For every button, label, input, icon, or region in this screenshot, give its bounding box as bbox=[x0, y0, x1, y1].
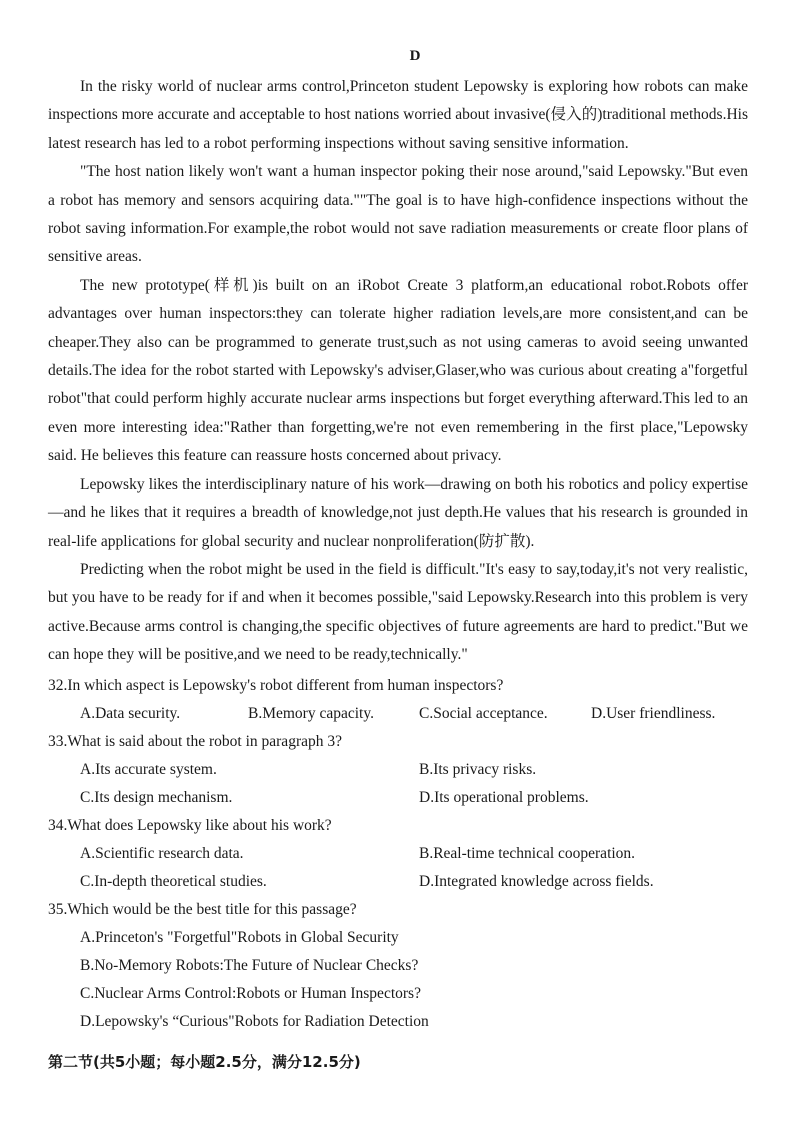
option-d[interactable]: D.Lepowsky's “Curious"Robots for Radiation Detection bbox=[80, 1013, 429, 1030]
question-32 bbox=[48, 672, 748, 728]
option-c[interactable]: C.In-depth theoretical studies. bbox=[80, 873, 267, 890]
passage-paragraph-1: In the risky world of nuclear arms control,Princeton student Lepowsky is exploring how robots can make inspections more accurate and acceptable to host nations worried about invasive(侵入的)traditional methods.His latest research has led to a robot performing inspections without saving sensitive information. bbox=[48, 78, 748, 152]
passage-paragraph-2: "The host nation likely won't want a human inspector poking their nose around,"said Lepowsky."But even a robot has memory and sensors acquiring data.""The goal is to have high-confidence inspections without the robot saving information.For example,the robot would not save radiation measurements or create floor plans of sensitive areas. bbox=[48, 163, 748, 266]
question-stem: 32.In which aspect is Lepowsky's robot different from human inspectors? bbox=[48, 677, 504, 694]
question-34 bbox=[48, 812, 748, 896]
question-stem: 33.What is said about the robot in paragraph 3? bbox=[48, 733, 342, 750]
passage-paragraph-5: Predicting when the robot might be used in the field is difficult."It's easy to say,today,it's not very realistic, but you have to be ready for if and when it becomes possible,"said Lepowsky.Research into this problem is very active.Because arms control is changing,the specific objectives of future agreements are hard to predict."But we can hope they will be positive,and we need to be ready,technically." bbox=[48, 560, 748, 664]
option-b[interactable]: B.Memory capacity. bbox=[248, 705, 374, 722]
passage-paragraph-4: Lepowsky likes the interdisciplinary nature of his work—drawing on both his robotics and policy expertise —and he likes that it requires a breadth of knowledge,not just depth.He values that his research is grounded in real-life applications for global security and nuclear nonproliferation(防扩散). bbox=[48, 475, 748, 550]
option-row bbox=[48, 868, 748, 896]
question-33 bbox=[48, 728, 748, 812]
section-two-heading: 第二节(共5小题；每小题2.5分，满分12.5分) bbox=[48, 1053, 361, 1071]
option-c[interactable]: C.Nuclear Arms Control:Robots or Human Inspectors? bbox=[80, 985, 421, 1002]
question-35 bbox=[48, 896, 748, 1036]
question-stem: 34.What does Lepowsky like about his work? bbox=[48, 817, 332, 834]
option-c[interactable]: C.Social acceptance. bbox=[419, 705, 548, 722]
section-letter: D bbox=[409, 48, 421, 64]
option-row bbox=[48, 700, 748, 728]
reading-passage bbox=[48, 73, 748, 670]
option-b[interactable]: B.No-Memory Robots:The Future of Nuclear Checks? bbox=[80, 957, 419, 974]
option-d[interactable]: D.Its operational problems. bbox=[419, 789, 589, 806]
question-stem: 35.Which would be the best title for this passage? bbox=[48, 901, 357, 918]
option-c[interactable]: C.Its design mechanism. bbox=[80, 789, 233, 806]
option-row bbox=[48, 784, 748, 812]
passage-paragraph-3: The new prototype(样机)is built on an iRobot Create 3 platform,an educational robot.Robots offer advantages over human inspectors:they can tolerate higher radiation levels,are more consistent,and can be cheaper.They also can be programmed to generate trust,such as not using cameras to avoid seeing unwanted details.The idea for the robot started with Lepowsky's adviser,Glaser,who was curious about creating a"forgetful robot"that could perform highly accurate nuclear arms inspections but forget everything afterward.This led to an even more interesting idea:"Rather than forgetting,we're not even remembering in the first place,"Lepowsky said. He believes this feature can reassure hosts concerned about privacy. bbox=[48, 276, 748, 465]
question-list bbox=[48, 672, 748, 1036]
option-a[interactable]: A.Princeton's "Forgetful"Robots in Global Security bbox=[80, 929, 399, 946]
option-row bbox=[48, 756, 748, 784]
option-b[interactable]: B.Its privacy risks. bbox=[419, 761, 537, 778]
option-a[interactable]: A.Its accurate system. bbox=[80, 761, 217, 778]
option-a[interactable]: A.Data security. bbox=[80, 705, 181, 722]
option-a[interactable]: A.Scientific research data. bbox=[80, 845, 244, 862]
option-d[interactable]: D.Integrated knowledge across fields. bbox=[419, 873, 654, 890]
option-row bbox=[48, 840, 748, 868]
option-d[interactable]: D.User friendliness. bbox=[591, 705, 716, 722]
option-b[interactable]: B.Real-time technical cooperation. bbox=[419, 845, 636, 862]
